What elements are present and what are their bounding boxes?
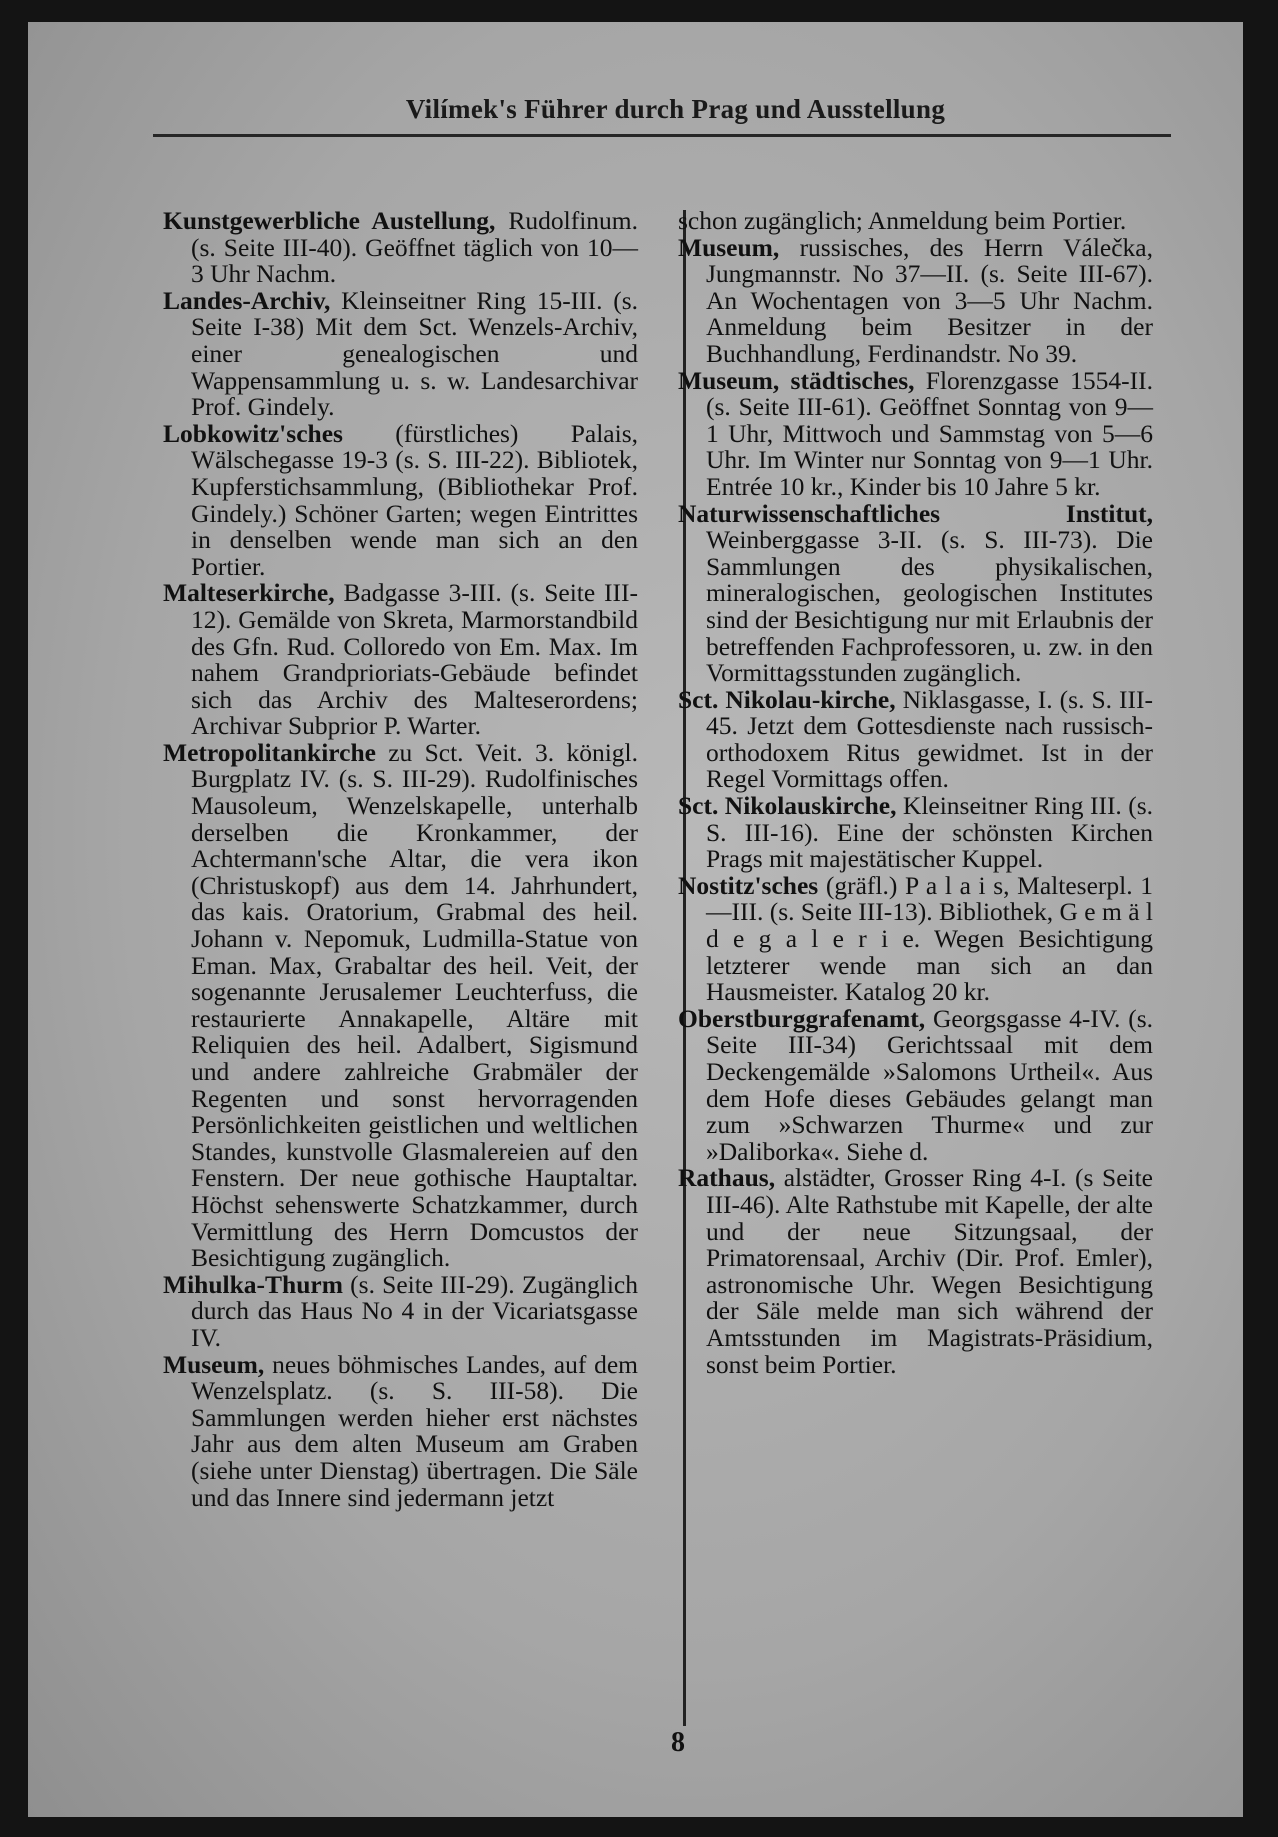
entry-text: (fürstliches) Palais, Wälschegasse 19-3 (s. S. III-22). Bibliotek, Kupferstichsammlung, (Bibliothekar Prof. Gindely.) Schöner Garten; wegen Eintrittes in denselben wende man sich an den Portier. (191, 418, 638, 581)
entry-text: Badgasse 3-III. (s. Seite III-12). Gemälde von Skreta, Marmorstandbild des Gfn. Rud. Colloredo von Em. Max. Im nahem Grandprioriats-Gebäude befindet sich das Archiv des Malteserordens; Archivar Subprior P. Warter. (191, 578, 638, 741)
entry (163, 580, 638, 740)
entry (163, 1269, 639, 1352)
entry-heading: Kunstgewerbliche Austellung, (163, 206, 496, 235)
running-header: Vilímek's Führer durch Prag und Ausstellung (405, 94, 946, 124)
entry (678, 1003, 1154, 1166)
entry-heading: Malteserkirche, (163, 578, 335, 608)
right-column (678, 208, 1153, 1378)
entry-text: Niklasgasse, I. (s. S. III-45. Jetzt dem Gottesdienste nach russisch-orthodoxem Ritus gewidmet. Ist in der Regel Vormittags offen. (706, 684, 1153, 794)
entry-text: schon zugänglich; Anmeldung beim Portier. (678, 206, 1127, 235)
entry-text: Florenzgasse 1554-II. (s. Seite III-61). Geöffnet Sonntag von 9—1 Uhr, Mittwoch und Sammstag von 5—6 Uhr. Im Winter nur Sonntag von 9—1 Uhr. Entrée 10 kr., Kinder bis 10 Jahre 5 kr. (706, 365, 1153, 501)
entry (678, 870, 1153, 1007)
entry-heading: Landes-Archiv, (163, 285, 331, 315)
entry-text: Kleinseitner Ring 15-III. (s. Seite I-38) Mit dem Sct. Wenzels-Archiv, einer genealogischen und Wappensammlung u. s. w. Landesarchivar Prof. Gindely. (191, 285, 639, 422)
left-column (163, 208, 638, 1511)
entry-heading: Museum, städtisches, (678, 365, 915, 395)
entry (678, 793, 1153, 873)
entry-text: russisches, des Herrn Válečka, Jungmannstr. No 37—II. (s. Seite III-67). An Wochentagen von 3—5 Uhr Nachm. Anmeldung beim Besitzer in der Buchhandlung, Ferdinandstr. No 39. (706, 232, 1154, 368)
entry-heading: Rathaus, (678, 1163, 776, 1193)
entry-text: neues böhmisches Landes, auf dem Wenzelsplatz. (s. S. III-58). Die Sammlungen werden hieher erst nächstes Jahr aus dem alten Museum am Graben (siehe unter Dienstag) übertragen. Die Säle und das Innere sind jedermann jetzt (191, 1349, 639, 1512)
page-number: 8 (671, 1727, 685, 1758)
entry (163, 285, 639, 422)
entry-heading: Mihulka-Thurm (163, 1269, 343, 1299)
entry (678, 232, 1154, 368)
header-rule (153, 134, 1171, 137)
entry-heading: Metropolitankirche (163, 737, 376, 767)
entry-text: (s. Seite III-29). Zugänglich durch das Haus No 4 in der Vicariatsgasse IV. (191, 1269, 639, 1352)
entry (163, 737, 638, 1273)
entry (163, 1349, 639, 1512)
entry (163, 418, 638, 581)
entry (678, 684, 1153, 794)
entry (163, 208, 638, 288)
entry-heading: Museum, (678, 232, 780, 262)
entry (678, 365, 1153, 501)
entry-text: alstädter, Grosser Ring 4-I. (s Seite III-46). Alte Rathstube mit Kapelle, der alte und der neue Sitzungsaal, der Primatorensaal, Archiv (Dir. Prof. Emler), astronomische Uhr. Wegen Besichtigung der Säle melde man sich während der Amtsstunden im Magistrats-Präsidium, sonst beim Portier. (706, 1163, 1154, 1379)
entry-heading: Lobkowitz'sches (163, 418, 343, 448)
entry-continued (678, 208, 1153, 235)
entry-text: zu Sct. Veit. 3. königl. Burgplatz IV. (s. S. III-29). Rudolfinisches Mausoleum, Wenzelskapelle, unterhalb derselben die Kronkammer, der Achtermann'sche Altar, die vera ikon (Christuskopf) aus dem 14. Jahrhundert, das kais. Oratorium, Grabmal des heil. Johann v. Nepomuk, Ludmilla-Statue von Eman. Max, Grabaltar des heil. Veit, der sogenannte Jerusalemer Leuchterfuss, die restaurierte Annakapelle, Altäre mit Reliquien des heil. Adalbert, Sigismund und andere zahlreiche Grabmäler der Regenten und sonst hervorragenden Persönlichkeiten geistlichen und weltlichen Standes, kunstvolle Glasmalereien auf den Fenstern. Der neue gothische Hauptaltar. Höchst sehenswerte Schatzkammer, durch Vermittlung des Herrn Domcustos der Besichtigung zugänglich. (191, 737, 638, 1273)
entry (678, 498, 1153, 688)
entry (678, 1165, 1153, 1378)
entry-text: (gräfl.) P a l a i s, Malteserpl. 1—III. (s. Seite III-13). Bibliothek, G e m ä l d e g a l e r i e. Wegen Besichtigung letzterer wende man sich an dan Hausmeister. Katalog 20 kr. (706, 870, 1153, 1007)
entry-heading: Sct. Nikolau-kirche, (678, 684, 896, 714)
entry-text: Rudolfinum. (s. Seite III-40). Geöffnet täglich von 10—3 Uhr Nachm. (191, 206, 638, 289)
entry-heading: Sct. Nikolauskirche, (678, 791, 897, 821)
entry-heading: Naturwissenschaftliches Institut, (678, 498, 1153, 528)
book-page (28, 22, 1243, 1817)
entry-heading: Nostitz'sches (678, 870, 819, 900)
entry-text: Kleinseitner Ring III. (s. S. III-16). Eine der schönsten Kirchen Prags mit majestätischer Kuppel. (706, 791, 1154, 874)
entry-heading: Oberstburggrafenamt, (678, 1003, 926, 1033)
entry-text: Georgsgasse 4-IV. (s. Seite III-34) Gerichtssaal mit dem Deckengemälde »Salomons Urtheil«. Aus dem Hofe dieses Gebäudes gelangt man zum »Schwarzen Thurme« und zur »Daliborka«. Siehe d. (706, 1003, 1154, 1166)
entry-heading: Museum, (163, 1349, 265, 1379)
entry-text: Weinberggasse 3-II. (s. S. III-73). Die Sammlungen des physikalischen, mineralogischen, geologischen Institutes sind der Besichtigung nur mit Erlaubnis der betreffenden Fachprofessoren, u. zw. in den Vormittagsstunden zugänglich. (706, 525, 1153, 688)
